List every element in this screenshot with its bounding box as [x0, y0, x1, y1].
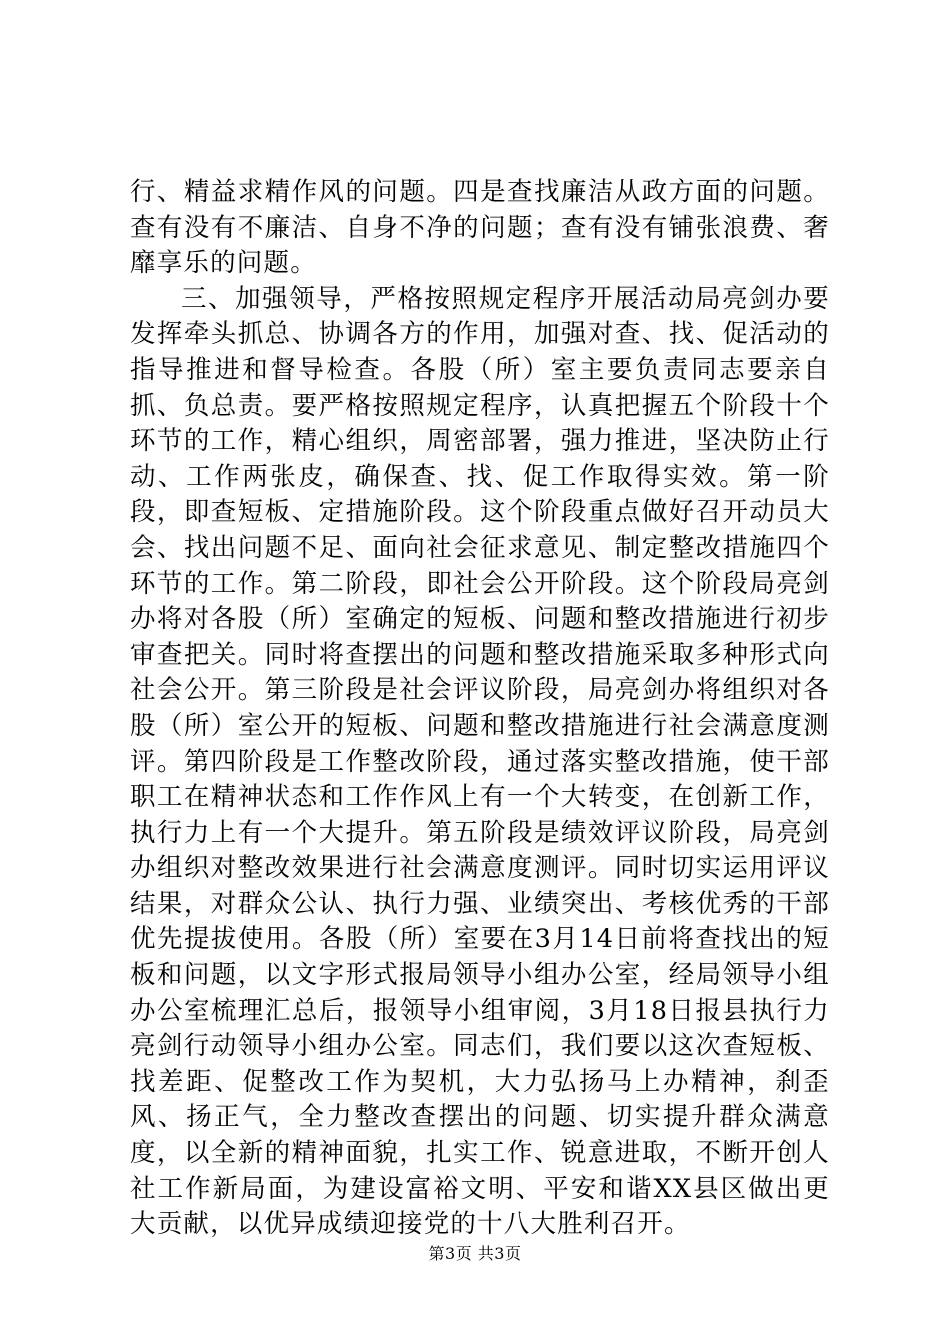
- page-number-footer: 第3页 共3页: [428, 1244, 522, 1263]
- document-body: [130, 175, 830, 1243]
- body-paragraph-continued: 行、精益求精作风的问题。四是查找廉洁从政方面的问题。查有没有不廉洁、自身不净的问题；查有没有铺张浪费、奢靡享乐的问题。: [130, 177, 830, 279]
- body-paragraph-section-three: 三、加强领导，严格按照规定程序开展活动局亮剑办要发挥牵头抓总、协调各方的作用，加强对查、找、促活动的指导推进和督导检查。各股（所）室主要负责同志要亲自抓、负总责。要严格按照规定程序，认真把握五个阶段十个环节的工作，精心组织，周密部署，强力推进，坚决防止行动、工作两张皮，确保查、找、促工作取得实效。第一阶段，即查短板、定措施阶段。这个阶段重点做好召开动员大会、找出问题不足、面向社会征求意见、制定整改措施四个环节的工作。第二阶段，即社会公开阶段。这个阶段局亮剑办将对各股（所）室确定的短板、问题和整改措施进行初步审查把关。同时将查摆出的问题和整改措施采取多种形式向社会公开。第三阶段是社会评议阶段，局亮剑办将组织对各股（所）室公开的短板、问题和整改措施进行社会满意度测评。第四阶段是工作整改阶段，通过落实整改措施，使干部职工在精神状态和工作作风上有一个大转变，在创新工作，执行力上有一个大提升。第五阶段是绩效评议阶段，局亮剑办组织对整改效果进行社会满意度测评。同时切实运用评议结果，对群众公认、执行力强、业绩突出、考核优秀的干部优先提拔使用。各股（所）室要在3月14日前将查找出的短板和问题，以文字形式报局领导小组办公室，经局领导小组办公室梳理汇总后，报领导小组审阅，3月18日报县执行力亮剑行动领导小组办公室。同志们，我们要以这次查短板、找差距、促整改工作为契机，大力弘扬马上办精神，刹歪风、扬正气，全力整改查摆出的问题、切实提升群众满意度，以全新的精神面貌，扎实工作、锐意进取，不断开创人社工作新局面，为建设富裕文明、平安和谐XX县区做出更大贡献，以优异成绩迎接党的十八大胜利召开。: [130, 283, 830, 1240]
